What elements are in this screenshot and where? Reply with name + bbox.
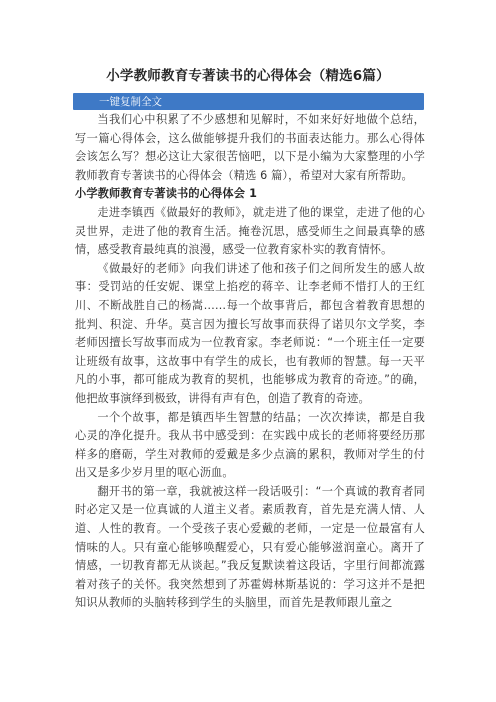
document-body [75,111,425,613]
document-title: 小学教师教育专著读书的心得体会（精选6篇） [106,68,390,84]
body-paragraph: 《做最好的老师》向我们讲述了他和孩子们之间所发生的感人故事：受罚站的任安妮、课堂上掐疙的蒋辛、让李老师不惜打人的王红川、不断战胜自己的杨嵩……每一个故事背后，都包含着教育思想的批判、积淀、升华。莫言因为擅长写故事而获得了诺贝尔文学奖，李老师因擅长写故事而成为一位教育家。李老师说：“一个班主任一定要让班级有故事，这故事中有学生的成长，也有教师的智慧。每一天平凡的小事，都可能成为教育的契机，也能够成为教育的奇迹。”的确，他把故事演绎到极致，讲得有声有色，创造了教育的奇迹。 [75,261,425,405]
intro-paragraph: 当我们心中积累了不少感想和见解时，不如来好好地做个总结，写一篇心得体会，这么做能够提升我们的书面表达能力。那么心得体会该怎么写？想必这让大家很苦恼吧，以下是小编为大家整理的小学教师教育专著读书的心得体会（精选 6 篇），希望对大家有所帮助。 [75,113,425,182]
section-heading: 小学教师教育专著读书的心得体会 1 [75,187,258,201]
body-paragraph: 翻开书的第一章，我就被这样一段话吸引：“一个真诚的教育者同时必定又是一位真诚的人道主义者。素质教育，首先是充满人情、人道、人性的教育。一个受孩子衷心爱戴的老师，一定是一位最富有人情味的人。只有童心能够唤醒爱心，只有爱心能够滋润童心。离开了情感，一切教育都无从谈起。”我反复默读着这段话，字里行间都流露着对孩子的关怀。我突然想到了苏霍姆林斯基说的：学习这并不是把知识从教师的头脑转移到学生的头脑里，而首先是教师跟儿童之 [75,484,425,610]
copy-all-button[interactable]: 一键复制全文 [99,96,162,108]
copy-all-bar[interactable] [73,93,424,110]
body-paragraph: 走进李镇西《做最好的教师》，就走进了他的课堂，走进了他的心灵世界，走进了他的教育生活。掩卷沉思，感受师生之间最真挚的感情，感受教育最纯真的浪漫，感受一位教育家朴实的教育情怀。 [75,205,425,257]
body-paragraph: 一个个故事，都是镇西毕生智慧的结晶；一次次捧读，都是自我心灵的净化提升。我从书中感受到：在实践中成长的老师将要经历那样多的磨砺，学生对教师的爱戴是多少点滴的累积，教师对学生的付出又是多少岁月里的呕心沥血。 [75,410,425,480]
